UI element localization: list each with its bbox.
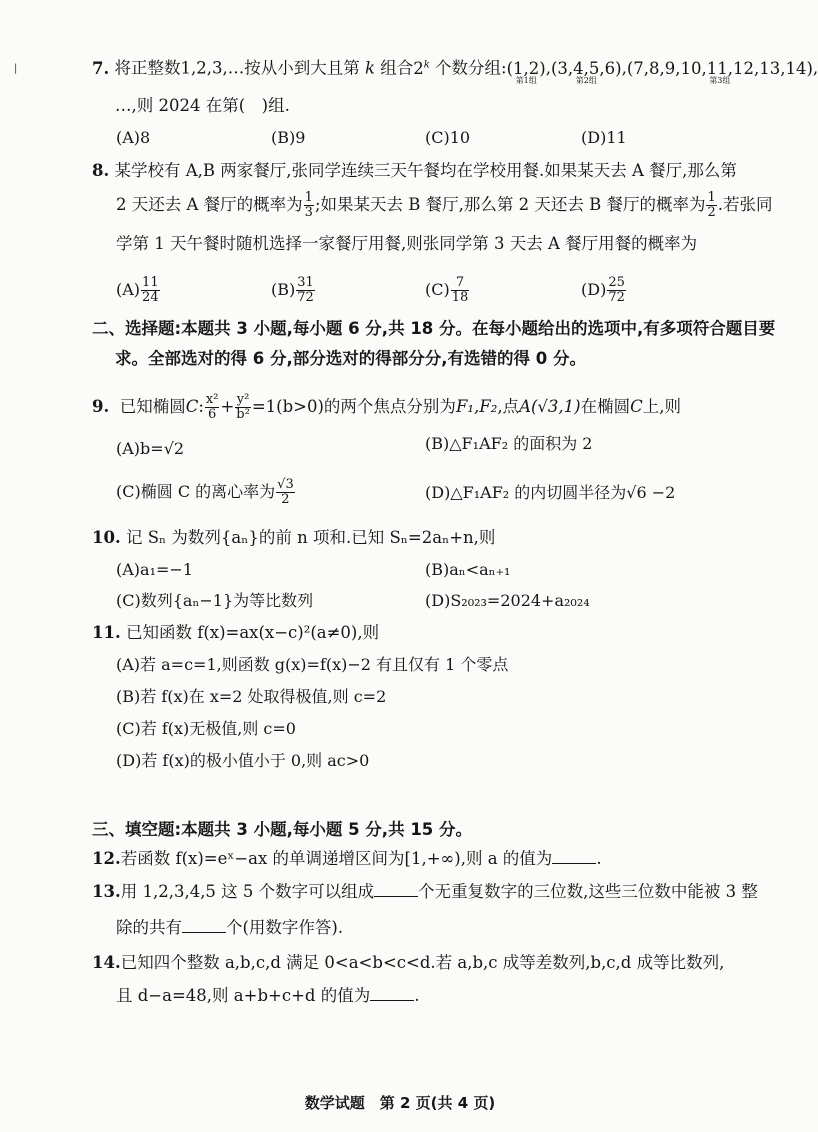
question-14: 14.已知四个整数 a,b,c,d 满足 0<a<b<c<d.若 a,b,c 成等差数列,b,c,d 成等比数列, [92,953,725,972]
question-7-power: 2$^k$ [413,58,430,78]
question-8-option-b: (B) $\frac{31}{72}$ [271,275,314,305]
question-7-option-b: (B)9 [271,128,306,147]
question-9: 9. 已知椭圆C: $\frac{\text{x²}}{6}$ + $\frac{\text{y²}}{\text{b²}}$ =1(b>0)的两个焦点分别为F₁,F₂,点A(√3,1)在椭圆C上,则 [92,392,681,422]
question-10-option-c: (C)数列{aₙ−1}为等比数列 [116,591,314,610]
fraction-y2-b2: $\frac{\text{y²}}{\text{b²}}$ [236,392,250,422]
question-9-option-d: (D)△F₁AF₂ 的内切圆半径为√6 −2 [425,483,676,502]
page-footer: 数学试题 第 2 页(共 4 页) [304,1094,496,1112]
question-7-after: 个数分组: [435,58,507,78]
section-3-header: 三、填空题:本题共 3 小题,每小题 5 分,共 15 分。 [92,820,473,839]
question-11 [92,625,379,642]
question-7-line2: …,则 2024 在第( )组. [115,96,290,115]
fraction-1-3: $\frac{1}{3}$ [304,190,313,220]
group-3: (7,8,9,10,11,12,13,14) 第3组 [626,58,813,85]
question-7-option-a: (A)8 [116,128,151,147]
question-8-line3: 学第 1 天午餐时随机选择一家餐厅用餐,则张同学第 3 天去 A 餐厅用餐的概率为 [116,234,698,253]
question-7: 7. 将正整数1,2,3,…按从小到大且第 k 组合2$^k$ 个数分组:(1,2) 第1组 ,(3,4,5,6) 第2组 ,(7,8,9,10,11,12,13,14) 第3组 , [92,58,818,85]
question-7-lead: 将正整数1,2,3,…按从小到大且第 [114,58,360,78]
question-10 [92,530,495,547]
question-10-text: 记 Sₙ 为数列{aₙ}的前 n 项和.已知 Sₙ=2aₙ+n,则 [125,528,496,547]
question-11-option-d: (D)若 f(x)的极小值小于 0,则 ac>0 [116,751,370,770]
question-13: 13.用 1,2,3,4,5 这 5 个数字可以组成 个无重复数字的三位数,这些三位数中能被 3 整 [92,882,758,901]
question-7-mid: 组合 [380,58,414,78]
fraction-x2-6: $\frac{\text{x²}}{6}$ [205,392,219,422]
question-9-option-b: (B)△F₁AF₂ 的面积为 2 [425,434,593,453]
question-11-option-a: (A)若 a=c=1,则函数 g(x)=f(x)−2 有且仅有 1 个零点 [116,655,509,674]
question-8-line1: 某学校有 A,B 两家餐厅,张同学连续三天午餐均在学校用餐.如果某天去 A 餐厅,那么第 [114,161,737,180]
question-8-option-a: (A) $\frac{11}{24}$ [116,275,159,305]
group-2: (3,4,5,6) 第2组 [550,58,622,85]
question-9-option-a: (A)b=√2 [116,439,185,458]
question-7-trail: , [812,58,818,78]
question-7-k: k [364,58,375,78]
question-8-option-c: (C) $\frac{7}{18}$ [425,275,469,305]
question-12: 12.若函数 f(x)=eˣ−ax 的单调递增区间为[1,+∞),则 a 的值为 . [92,849,602,868]
answer-blank-13a[interactable] [374,896,418,897]
section-2-header-line2: 求。全部选对的得 6 分,部分选对的得部分分,有选错的得 0 分。 [115,349,586,368]
question-8-option-d: (D) $\frac{25}{72}$ [581,275,625,305]
question-10-option-d: (D)S₂₀₂₃=2024+a₂₀₂₄ [425,591,590,610]
question-7-number: 7. [92,58,110,78]
question-12-number: 12. [92,849,121,868]
fraction-1-2: $\frac{1}{2}$ [707,190,716,220]
question-11-text: 已知函数 f(x)=ax(x−c)²(a≠0),则 [125,623,380,642]
answer-blank-14[interactable] [370,1000,414,1001]
group-1: (1,2) 第1组 [506,58,546,85]
question-14-line2: 且 d−a=48,则 a+b+c+d 的值为 . [116,986,420,1005]
answer-blank-12[interactable] [552,863,596,864]
question-13-number: 13. [92,882,121,901]
section-2-header-line1: 二、选择题:本题共 3 小题,每小题 6 分,共 18 分。在每小题给出的选项中,有多项符合题目要 [92,319,776,338]
question-11-number: 11. [92,623,121,642]
question-8-number: 8. [92,161,110,180]
question-13-line2: 除的共有 个(用数字作答). [116,918,344,937]
question-7-option-d: (D)11 [581,128,627,147]
question-7-option-c: (C)10 [425,128,471,147]
question-8-line2: 2 天还去 A 餐厅的概率为 $\frac{1}{3}$ ;如果某天去 B 餐厅,那么第 2 天还去 B 餐厅的概率为 $\frac{1}{2}$ .若张同 [116,190,773,220]
question-11-option-b: (B)若 f(x)在 x=2 处取得极值,则 c=2 [116,687,387,706]
question-10-number: 10. [92,528,121,547]
question-10-option-b: (B)aₙ<aₙ₊₁ [425,560,511,579]
answer-blank-13b[interactable] [182,932,226,933]
margin-mark: | [14,63,18,74]
question-8 [92,163,737,180]
question-9-number: 9. [92,397,110,416]
question-9-option-c: (C)椭圆 C 的离心率为 $\frac{√3}{2}$ [116,477,294,507]
question-14-number: 14. [92,953,121,972]
question-11-option-c: (C)若 f(x)无极值,则 c=0 [116,719,296,738]
question-10-option-a: (A)a₁=−1 [116,560,193,579]
